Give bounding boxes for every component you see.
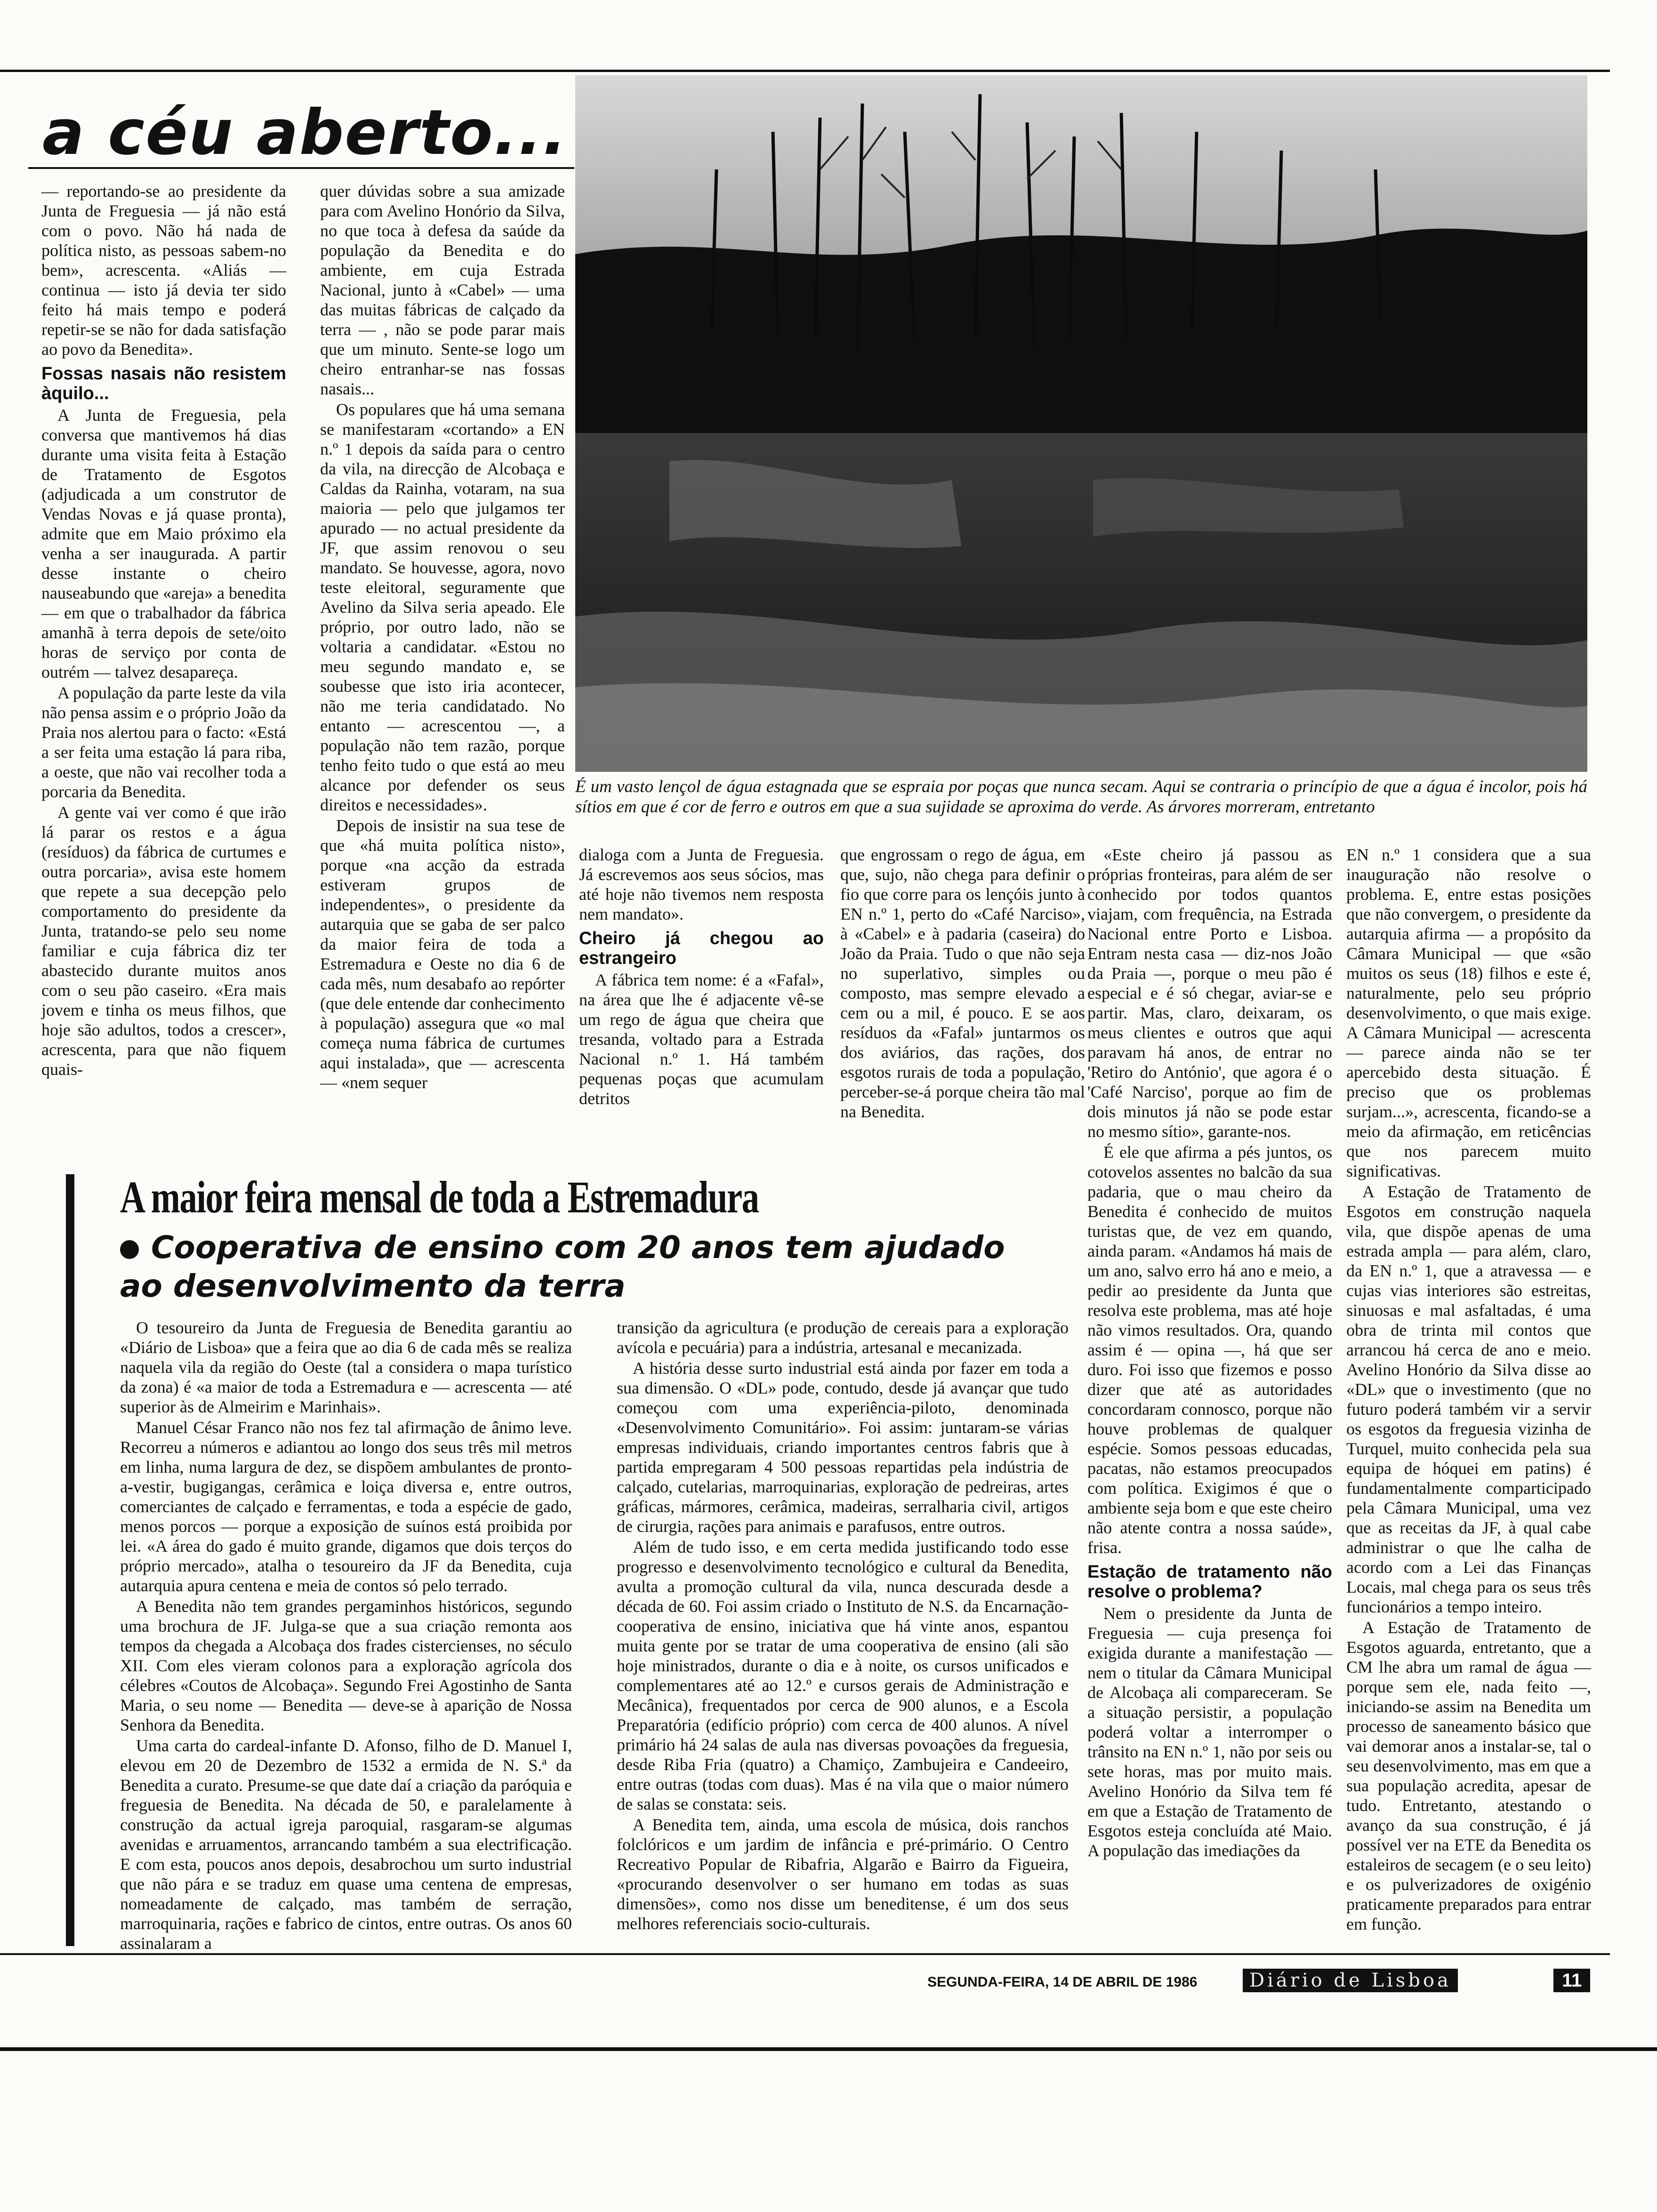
story2-headline: A maior feira mensal de toda a Estremadura bbox=[120, 1172, 759, 1222]
bottom-rule bbox=[0, 1953, 1610, 1955]
bullet-icon bbox=[120, 1240, 139, 1259]
story1-col3-subheading: Cheiro já chegou ao estrangeiro bbox=[579, 929, 824, 968]
swamp-photo bbox=[575, 75, 1587, 772]
footer-masthead: Diário de Lisboa bbox=[1243, 1969, 1458, 1992]
story1-col5 bbox=[1087, 845, 1332, 1944]
story1-col2-p2: Os populares que há uma semana se manifestaram «cortando» a EN n.º 1 depois da saída para o centro da vila, na direcção de Alcobaça e Caldas da Rainha, votaram, na sua maioria — pelo que julgamos ter apurado — no actual presidente da JF, que assim renovou o seu mandato. Se houvesse, agora, novo teste eleitoral, seguramente que Avelino da Silva seria apeado. Ele próprio, por outro lado, não se voltaria a candidatar. «Estou no meu segundo mandato e, se soubesse que isto iria acontecer, não me teria candidatado. No entanto — acrescentou —, a população não tem razão, porque tenho feito tudo o que está ao meu alcance por defender os seus direitos e necessidades». bbox=[320, 400, 565, 814]
story1-col1-p2: A Junta de Freguesia, pela conversa que mantivemos há dias durante uma visita feita à Estação de Tratamento de Esgotos (adjudicada a um construtor de Vendas Novas e já quase pronta), admite que em Maio próximo ela venha a ser inaugurada. A partir desse instante o cheiro nauseabundo que «areja» a benedita — em que o trabalhador da fábrica amanhã à terra depois de sete/oito horas de serviço por conta de outrém — talvez desapareça. bbox=[41, 406, 286, 681]
story1-col5-p1: «Este cheiro já passou as próprias fronteiras, para além de ser conhecido por todos quantos viajam, com frequência, na Estrada Nacional entre Porto e Lisboa. Entram nesta casa — diz-nos João da Praia —, porque o meu pão é especial e é só chegar, aviar-se e partir. Mas, claro, deixaram, os meus clientes e outros que aqui paravam há anos, de entrar no 'Retiro do António', que agora é o 'Café Narciso', porque ao fim de dois minutos já não se pode estar no mesmo sítio», garante-nos. bbox=[1087, 845, 1332, 1141]
story2-col1-p3: A Benedita não tem grandes pergaminhos históricos, segundo uma brochura de JF. Julga-se que a sua criação remonta aos tempos da chegada a Alcobaça dos frades cistercienses, no século XII. Com eles vieram colonos para a exploração agrícola dos célebres «Coutos de Alcobaça». Segundo Frei Agostinho de Santa Maria, o seu nome — Benedita — deve-se à aparição de Nossa Senhora da Benedita. bbox=[120, 1597, 572, 1734]
story1-col1-p4: A gente vai ver como é que irão lá parar os restos e a água (resíduos) da fábrica de curtumes e outra porcaria», avisa este homem que repete a sua decepção pelo comportamento do presidente da Junta, tratando-se pelo seu nome familiar e cuja fábrica diz ter abastecido durante muitos anos com o seu pão caseiro. «Era mais jovem e tinha os meus filhos, que hoje são adultos, todos a crescer», acrescenta, para que não fiquem quais- bbox=[41, 803, 286, 1079]
story1-col5-p3: Nem o presidente da Junta de Freguesia — cuja presença foi exigida durante a manifestação — nem o titular da Câmara Municipal de Alcobaça ali compareceram. Se a situação persistir, a população poderá voltar a interromper o trânsito na EN n.º 1, não por seis ou sete horas, mas por muito mais. Avelino Honório da Silva tem fé em que a Estação de Tratamento de Esgotos esteja concluída até Maio. A população das imediações da bbox=[1087, 1604, 1332, 1860]
story2-subhead-text: Cooperativa de ensino com 20 anos tem ajudado ao desenvolvimento da terra bbox=[120, 1229, 1005, 1304]
story1-col6 bbox=[1346, 845, 1591, 1944]
story1-col5-p2: É ele que afirma a pés juntos, os cotovelos assentes no balcão da sua padaria, que o mau cheiro da Benedita é conhecido de muitos turistas que, de vez em quando, ainda param. «Andamos há mais de um ano, salvo erro há ano e meio, a pedir ao presidente da Junta que resolva este problema, mas até hoje não vimos resultados. Ora, quando assim é — opina —, há que ser duro. Foi isso que fizemos e posso dizer que até as autoridades concordaram connosco, porque não houve problemas de qualquer espécie. Somos pessoas educadas, pacatas, não estamos preocupados com política. Exigimos é que o ambiente seja bom e que este cheiro não atente contra a nossa saúde», frisa. bbox=[1087, 1143, 1332, 1557]
story1-col2 bbox=[320, 181, 565, 1205]
story2-col1-p2: Manuel César Franco não nos fez tal afirmação de ânimo leve. Recorreu a números e adiantou ao longo dos seus três mil metros em linha, numa largura de dez, se dispõem ambulantes de pronto-a-vestir, bugigangas, cerâmica e loiça diversa e, entre outros, comerciantes de calçado e ferramentas, e toda a espécie de gado, menos porcos — porque a exposição de suínos está proibida por lei. «A área do gado é muito grande, digamos que dois terços do próprio mercado», atalha o tesoureiro da JF da Benedita, cuja autarquia apura centena e meia de contos só pelo terrado. bbox=[120, 1418, 572, 1595]
story1-col3 bbox=[579, 845, 824, 1207]
story2-col2-p2: A história desse surto industrial está ainda por fazer em toda a sua dimensão. O «DL» pode, contudo, desde já avançar que tudo começou com uma experiência-piloto, denominada «Desenvolvimento Comunitário». Foi assim: juntaram-se várias empresas individuais, criando importantes centros fabris que à partida empregaram 4 500 pessoas repartidas pela indústria de calçado, cutelarias, marroquinarias, exploração de pedreiras, artes gráficas, mármores, cerâmica, madeiras, serralharia civil, artigos de cirurgia, rações para animais e parafusos, entre outros. bbox=[617, 1359, 1069, 1536]
story1-col4 bbox=[840, 845, 1085, 1207]
story2-col2 bbox=[617, 1318, 1069, 1939]
story2-side-bar bbox=[66, 1174, 74, 1946]
story2-col2-p3: Além de tudo isso, e em certa medida justificando todo esse progresso e desenvolvimento tecnológico e cultural da Benedita, avulta a promoção cultural da vila, nunca descurada desde a década de 60. Foi assim criado o Instituto de N.S. da Encarnação-cooperativa de ensino, iniciativa que há vinte anos, espantou muita gente por se tratar de uma cooperativa de ensino (ali são hoje ministrados, durante o dia e à noite, os cursos unificados e complementares até ao 12.º e cursos gerais de Administração e Mecânica), frequentados por cerca de 900 alunos, e a Escola Preparatória (edifício próprio) com cerca de 400 alunos. A nível primário há 24 salas de aula nas diversas povoações da freguesia, desde Riba Fria (quatro) a Chamiço, Zambujeira e Candeeiro, entre outras (todas com duas). Mas é na vila que o maior número de salas se constata: seis. bbox=[617, 1538, 1069, 1813]
story1-col2-p3: Depois de insistir na sua tese de que «há muita política nisto», porque «na acção da estrada estiveram grupos de independentes», o presidente da autarquia que se gaba de ser palco da maior feira de toda a Estremadura e Oeste no dia 6 de cada mês, num desabafo ao repórter (que dele entende dar conhecimento à população) assegura que «o mal começa numa fábrica de curtumes aqui instalada», que — acrescenta — «nem sequer bbox=[320, 816, 565, 1092]
story1-col4-p1: que engrossam o rego de água, em que, sujo, não chega para definir o fio que corre para os lençóis junto à EN n.º 1, perto do «Café Narciso», à «Cabel» e à padaria (caseira) do João da Praia. Tudo o que não seja no superlativo, simples ou composto, mas sempre elevado a cem ou a mil, é pouco. E se aos resíduos da «Fafal» juntarmos os dos aviários, das rações, dos esgotos rurais de toda a população, perceber-se-á porque cheira tão mal na Benedita. bbox=[840, 845, 1085, 1121]
story1-col6-p1: EN n.º 1 considera que a sua inauguração não resolve o problema. E, entre estas posições que não convergem, o presidente da autarquia afirma — a propósito da Câmara Municipal — que «são muitos os seus (18) filhos e este é, naturalmente, pelo seu próprio desenvolvimento, o que mais exige. A Câmara Municipal — acrescenta — parece ainda não se ter apercebido desta situação. É preciso que os problemas surjam...», acrescenta, ficando-se a meio da afirmação, em reticências que nos parecem muito significativas. bbox=[1346, 845, 1591, 1180]
story1-col5-subheading: Estação de tratamento não resolve o problema? bbox=[1087, 1562, 1332, 1602]
story1-col2-p1: quer dúvidas sobre a sua amizade para com Avelino Honório da Silva, no que toca à defesa da saúde da população da Benedita e do ambiente, em cuja Estrada Nacional, junto à «Cabel» — uma das muitas fábricas de calçado da terra — , não se pode parar mais que um minuto. Sente-se logo um cheiro entranhar-se nas fossas nasais... bbox=[320, 182, 565, 398]
top-rule bbox=[0, 70, 1610, 72]
footer-date: SEGUNDA-FEIRA, 14 DE ABRIL DE 1986 bbox=[927, 1974, 1198, 1990]
story1-col1-subheading: Fossas nasais não resistem àquilo... bbox=[41, 364, 286, 403]
story1-col1-p1: — reportando-se ao presidente da Junta de Freguesia — já não está com o povo. Não há nada de política nisto, as pessoas sabem-no bem», acrescenta. «Aliás — continua — isto já devia ter sido feito há mais tempo e poderá repetir-se se não for dada satisfação ao povo da Benedita». bbox=[41, 182, 286, 359]
story1-col6-p2: A Estação de Tratamento de Esgotos em construção naquela vila, que dispõe apenas de uma estrada ampla — para além, claro, da EN n.º 1, que a atravessa — e cujas vias interiores são estreitas, sinuosas e mal asfaltadas, é uma obra de trinta mil contos que arrancou há cerca de ano e meio. Avelino Honório da Silva disse ao «DL» que o investimento (que no futuro poderá também vir a servir os esgotos da freguesia vizinha de Turquel, muito conhecida pela sua equipa de hóquei em patins) é fundamentalmente comparticipado pela Câmara Municipal, uma vez que as receitas da JF, à qual cabe administrar o que lhe calha de acordo com a Lei das Finanças Locais, mal chega para os seus três funcionários a tempo inteiro. bbox=[1346, 1182, 1591, 1616]
story2-col1 bbox=[120, 1318, 572, 1953]
swamp-photo-image bbox=[575, 75, 1587, 772]
story2-subhead bbox=[120, 1228, 1024, 1306]
story1-col6-p3: A Estação de Tratamento de Esgotos aguarda, entretanto, que a CM lhe abra um ramal de água — porque sem ele, nada feito —, iniciando-se assim na Benedita um processo de saneamento básico que vai demorar anos a instalar-se, tal o seu desenvolvimento, mas em que a sua população acredita, apesar de tudo. Entretanto, atestando o avanço da sua construção, é já possível ver na ETE da Benedita os estaleiros de secagem (e o seu leito) e os pulverizadores de oxigénio praticamente preparados para entrar em função. bbox=[1346, 1618, 1591, 1933]
page-number: 11 bbox=[1553, 1969, 1590, 1992]
section-kicker: a céu aberto... bbox=[42, 96, 568, 169]
story2-col1-p1: O tesoureiro da Junta de Freguesia de Benedita garantiu ao «Diário de Lisboa» que a feira que ao dia 6 de cada mês se realiza naquela vila da região do Oeste (tal a considera o mapa turístico da zona) é «a maior de toda a Estremadura e — acrescenta — até superior às de Almeirim e Marinhais». bbox=[120, 1318, 572, 1416]
page-bottom-rule bbox=[0, 2047, 1657, 2051]
story1-col3-p2: A fábrica tem nome: é a «Fafal», na área que lhe é adjacente vê-se um rego de água que cheira que tresanda, voltado para a Estrada Nacional n.º 1. Há também pequenas poças que acumulam detritos bbox=[579, 970, 824, 1108]
story2-col2-p1: transição da agricultura (e produção de cereais para a exploração avícola e pecuária) para a indústria, artesanal e mecanizada. bbox=[617, 1318, 1069, 1357]
story1-col1-p3: A população da parte leste da vila não pensa assim e o próprio João da Praia nos alertou para o facto: «Está a ser feita uma estação lá para riba, a oeste, que não vai recolher toda a porcaria da Benedita. bbox=[41, 683, 286, 801]
story1-col1 bbox=[41, 181, 286, 1205]
story1-col3-p1: dialoga com a Junta de Freguesia. Já escrevemos aos seus sócios, mas até hoje não tivemos nem resposta nem mandato». bbox=[579, 845, 824, 923]
story2-col1-p4: Uma carta do cardeal-infante D. Afonso, filho de D. Manuel I, elevou em 20 de Dezembro de 1532 a ermida de N. S.ª da Benedita a curato. Presume-se que date daí a criação da paróquia e freguesia de Benedita. Na década de 50, e paralelamente à construção da actual igreja paroquial, rasgaram-se algumas avenidas e arruamentos, arrancando também a sua electrificação. E com esta, poucos anos depois, desabrochou um surto industrial que não pára e se traduz em quase uma centena de empresas, nomeadamente de calçado, mas também de serração, marroquinaria, rações e fabrico de cintos, entre outras. Os anos 60 assinalaram a bbox=[120, 1736, 572, 1953]
photo-caption: É um vasto lençol de água estagnada que se espraia por poças que nunca secam. Aqui se contraria o princípio de que a água é incolor, pois há sítios em que é cor de ferro e outros em que a sua sujidade se aproxima do verde. As árvores morreram, entretanto bbox=[575, 777, 1587, 817]
story2-col2-p4: A Benedita tem, ainda, uma escola de música, dois ranchos folclóricos e um jardim de infância e pré-primário. O Centro Recreativo Popular de Ribafria, Algarão e Bairro da Figueira, «procurando desenvolver o ser humano em todas as suas dimensões», como nos disse um beneditense, é um dos seus melhores referenciais socio-culturais. bbox=[617, 1815, 1069, 1933]
